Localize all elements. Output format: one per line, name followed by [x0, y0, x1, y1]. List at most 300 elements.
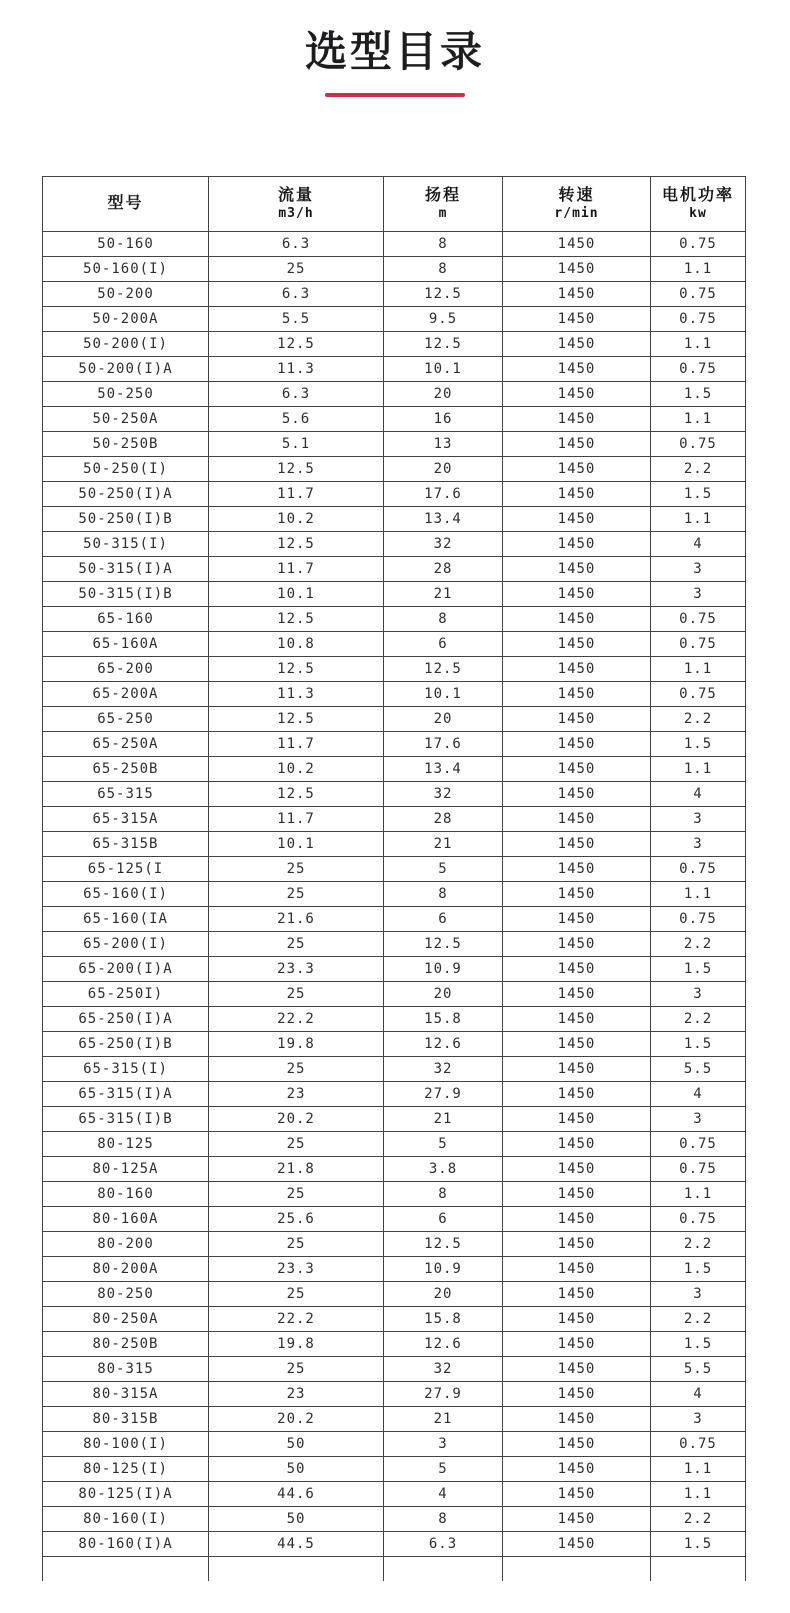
cell-head: 20: [384, 1282, 503, 1307]
table-row: [43, 1407, 746, 1432]
cell-speed: 1450: [503, 232, 651, 257]
cell-flow: 23: [209, 1382, 384, 1407]
cell-model: 65-315B: [43, 832, 209, 857]
cell-model: 50-250(I)B: [43, 507, 209, 532]
cell-speed: 1450: [503, 1482, 651, 1507]
cell-model: 65-315: [43, 782, 209, 807]
cell-model: 65-200(I): [43, 932, 209, 957]
cell-speed: 1450: [503, 1257, 651, 1282]
cell-head: 5: [384, 1132, 503, 1157]
column-label: 扬程: [424, 187, 461, 204]
cell-flow: 10.8: [209, 632, 384, 657]
table-row: [43, 1282, 746, 1307]
cell-power: 2.2: [651, 1232, 746, 1257]
cell-model: 65-250: [43, 707, 209, 732]
column-header-power: [651, 177, 746, 232]
cell-speed: 1450: [503, 1507, 651, 1532]
column-unit: kw: [689, 206, 707, 221]
cell-model: 80-250B: [43, 1332, 209, 1357]
table-row: [43, 757, 746, 782]
header-row: [43, 177, 746, 232]
cell-head: 13.4: [384, 757, 503, 782]
cell-speed: 1450: [503, 582, 651, 607]
table-row: [43, 1207, 746, 1232]
table-row: [43, 257, 746, 282]
cell-model: 80-100(I): [43, 1432, 209, 1457]
cell-head: 12.5: [384, 932, 503, 957]
cell-flow: 25: [209, 1357, 384, 1382]
cell-flow: 10.1: [209, 832, 384, 857]
selection-table-header: [43, 177, 746, 232]
cell-model: 80-200: [43, 1232, 209, 1257]
table-row: [43, 582, 746, 607]
cell-head: 21: [384, 582, 503, 607]
cell-flow: 50: [209, 1432, 384, 1457]
table-row: [43, 1257, 746, 1282]
cell-head: 20: [384, 382, 503, 407]
cell-flow: 19.8: [209, 1032, 384, 1057]
cell-power: 0.75: [651, 857, 746, 882]
cell-empty: [651, 1557, 746, 1582]
table-row: [43, 482, 746, 507]
cell-speed: 1450: [503, 1032, 651, 1057]
cell-power: 3: [651, 557, 746, 582]
cell-power: 0.75: [651, 907, 746, 932]
cell-head: 17.6: [384, 482, 503, 507]
cell-model: 80-250: [43, 1282, 209, 1307]
table-row: [43, 382, 746, 407]
cell-power: 1.5: [651, 382, 746, 407]
cell-model: 65-160(I): [43, 882, 209, 907]
cell-head: 6.3: [384, 1532, 503, 1557]
cell-head: 12.6: [384, 1332, 503, 1357]
column-header-flow: [209, 177, 384, 232]
table-row: [43, 1182, 746, 1207]
cell-speed: 1450: [503, 1432, 651, 1457]
cell-model: 65-200A: [43, 682, 209, 707]
cell-speed: 1450: [503, 782, 651, 807]
cell-model: 50-315(I)B: [43, 582, 209, 607]
cell-power: 1.1: [651, 257, 746, 282]
cell-speed: 1450: [503, 757, 651, 782]
cell-head: 3: [384, 1432, 503, 1457]
cell-power: 4: [651, 1082, 746, 1107]
cell-speed: 1450: [503, 632, 651, 657]
column-unit: r/min: [554, 206, 599, 221]
cell-model: 50-200(I): [43, 332, 209, 357]
cell-power: 0.75: [651, 1157, 746, 1182]
cell-power: 1.5: [651, 1532, 746, 1557]
cell-speed: 1450: [503, 357, 651, 382]
cell-head: 20: [384, 982, 503, 1007]
cell-power: 2.2: [651, 1507, 746, 1532]
cell-model: 80-125A: [43, 1157, 209, 1182]
cell-speed: 1450: [503, 982, 651, 1007]
cell-flow: 10.2: [209, 507, 384, 532]
cell-head: 13.4: [384, 507, 503, 532]
cell-model: 65-315(I): [43, 1057, 209, 1082]
cell-flow: 11.3: [209, 682, 384, 707]
cell-model: 80-125(I): [43, 1457, 209, 1482]
cell-speed: 1450: [503, 1357, 651, 1382]
cell-flow: 21.6: [209, 907, 384, 932]
cell-flow: 50: [209, 1507, 384, 1532]
column-unit: m: [438, 206, 448, 221]
cell-speed: 1450: [503, 882, 651, 907]
cell-speed: 1450: [503, 1457, 651, 1482]
cell-head: 13: [384, 432, 503, 457]
cell-flow: 44.6: [209, 1482, 384, 1507]
column-header-head: [384, 177, 503, 232]
cell-model: 80-160(I): [43, 1507, 209, 1532]
cell-model: 50-200: [43, 282, 209, 307]
cell-head: 21: [384, 1407, 503, 1432]
cell-flow: 20.2: [209, 1407, 384, 1432]
cell-flow: 6.3: [209, 382, 384, 407]
cell-speed: 1450: [503, 1232, 651, 1257]
cell-speed: 1450: [503, 607, 651, 632]
cell-head: 10.9: [384, 1257, 503, 1282]
cell-power: 1.5: [651, 1332, 746, 1357]
cell-model: 80-250A: [43, 1307, 209, 1332]
cell-speed: 1450: [503, 682, 651, 707]
cell-model: 50-250A: [43, 407, 209, 432]
cell-flow: 5.6: [209, 407, 384, 432]
table-row: [43, 782, 746, 807]
cell-flow: 22.2: [209, 1307, 384, 1332]
cell-flow: 25: [209, 1057, 384, 1082]
cell-model: 50-250(I)A: [43, 482, 209, 507]
cell-empty: [384, 1557, 503, 1582]
table-row: [43, 882, 746, 907]
cell-power: 1.1: [651, 332, 746, 357]
cell-flow: 25: [209, 1232, 384, 1257]
cell-head: 17.6: [384, 732, 503, 757]
cell-model: 80-315A: [43, 1382, 209, 1407]
cell-power: 0.75: [651, 432, 746, 457]
table-row: [43, 832, 746, 857]
cell-head: 5: [384, 1457, 503, 1482]
cell-flow: 6.3: [209, 232, 384, 257]
cell-power: 1.1: [651, 407, 746, 432]
table-row: [43, 1332, 746, 1357]
cell-speed: 1450: [503, 432, 651, 457]
table-row: [43, 707, 746, 732]
cell-speed: 1450: [503, 957, 651, 982]
cell-model: 80-315: [43, 1357, 209, 1382]
table-row: [43, 957, 746, 982]
cell-power: 0.75: [651, 607, 746, 632]
cell-model: 50-200(I)A: [43, 357, 209, 382]
table-row: [43, 332, 746, 357]
cell-flow: 12.5: [209, 532, 384, 557]
cell-model: 80-160: [43, 1182, 209, 1207]
cell-speed: 1450: [503, 382, 651, 407]
cell-head: 10.1: [384, 357, 503, 382]
cell-head: 27.9: [384, 1382, 503, 1407]
cell-speed: 1450: [503, 807, 651, 832]
cell-model: 50-160(I): [43, 257, 209, 282]
cell-speed: 1450: [503, 532, 651, 557]
cell-flow: 22.2: [209, 1007, 384, 1032]
cell-model: 65-200: [43, 657, 209, 682]
cell-power: 1.1: [651, 507, 746, 532]
table-row: [43, 1232, 746, 1257]
cell-power: 5.5: [651, 1057, 746, 1082]
cell-speed: 1450: [503, 1132, 651, 1157]
cell-empty: [209, 1557, 384, 1582]
cell-power: 3: [651, 1107, 746, 1132]
cell-model: 65-315A: [43, 807, 209, 832]
cell-power: 0.75: [651, 1132, 746, 1157]
cell-flow: 23.3: [209, 1257, 384, 1282]
cell-empty: [43, 1557, 209, 1582]
cell-power: 0.75: [651, 357, 746, 382]
table-row: [43, 532, 746, 557]
cell-power: 0.75: [651, 632, 746, 657]
cell-power: 1.1: [651, 1482, 746, 1507]
cell-head: 15.8: [384, 1007, 503, 1032]
cell-flow: 44.5: [209, 1532, 384, 1557]
cell-speed: 1450: [503, 557, 651, 582]
cell-flow: 12.5: [209, 332, 384, 357]
cell-flow: 5.5: [209, 307, 384, 332]
cell-speed: 1450: [503, 507, 651, 532]
cell-power: 3: [651, 982, 746, 1007]
page-title: 选型目录: [304, 28, 485, 75]
cell-head: 28: [384, 557, 503, 582]
cell-head: 21: [384, 1107, 503, 1132]
cell-head: 12.5: [384, 657, 503, 682]
cell-model: 80-160A: [43, 1207, 209, 1232]
table-row: [43, 282, 746, 307]
cell-model: 65-250A: [43, 732, 209, 757]
table-row: [43, 1532, 746, 1557]
cell-model: 50-200A: [43, 307, 209, 332]
cell-speed: 1450: [503, 732, 651, 757]
cell-speed: 1450: [503, 1157, 651, 1182]
cell-flow: 25: [209, 1282, 384, 1307]
cell-head: 6: [384, 907, 503, 932]
cell-model: 65-125(I: [43, 857, 209, 882]
cell-head: 28: [384, 807, 503, 832]
cell-speed: 1450: [503, 1307, 651, 1332]
cell-power: 0.75: [651, 282, 746, 307]
cell-power: 1.1: [651, 882, 746, 907]
column-label: 型号: [107, 195, 144, 212]
table-row: [43, 1307, 746, 1332]
cell-head: 16: [384, 407, 503, 432]
cell-flow: 12.5: [209, 607, 384, 632]
cell-flow: 12.5: [209, 707, 384, 732]
cell-head: 8: [384, 882, 503, 907]
cell-head: 12.5: [384, 282, 503, 307]
cell-flow: 12.5: [209, 782, 384, 807]
table-row: [43, 1032, 746, 1057]
cell-power: 1.5: [651, 482, 746, 507]
cell-flow: 25: [209, 882, 384, 907]
cell-speed: 1450: [503, 257, 651, 282]
cell-head: 32: [384, 532, 503, 557]
cell-power: 3: [651, 807, 746, 832]
column-label: 流量: [277, 187, 314, 204]
cell-speed: 1450: [503, 907, 651, 932]
cell-head: 21: [384, 832, 503, 857]
cell-speed: 1450: [503, 1007, 651, 1032]
cell-speed: 1450: [503, 1382, 651, 1407]
cell-head: 8: [384, 232, 503, 257]
table-row: [43, 982, 746, 1007]
cell-flow: 10.2: [209, 757, 384, 782]
cell-head: 6: [384, 632, 503, 657]
cell-power: 4: [651, 782, 746, 807]
cell-speed: 1450: [503, 1182, 651, 1207]
cell-model: 80-125(I)A: [43, 1482, 209, 1507]
table-row: [43, 1057, 746, 1082]
cell-speed: 1450: [503, 1532, 651, 1557]
table-row: [43, 1482, 746, 1507]
cell-head: 12.5: [384, 332, 503, 357]
cell-flow: 12.5: [209, 457, 384, 482]
cell-power: 1.1: [651, 1457, 746, 1482]
cell-head: 3.8: [384, 1157, 503, 1182]
cell-model: 80-315B: [43, 1407, 209, 1432]
table-row: [43, 1107, 746, 1132]
table-row: [43, 632, 746, 657]
cell-flow: 25: [209, 932, 384, 957]
cell-head: 9.5: [384, 307, 503, 332]
table-row: [43, 232, 746, 257]
table-row: [43, 657, 746, 682]
cell-speed: 1450: [503, 857, 651, 882]
table-row: [43, 932, 746, 957]
cell-model: 65-250I): [43, 982, 209, 1007]
cell-model: 65-250(I)A: [43, 1007, 209, 1032]
table-row: [43, 732, 746, 757]
cell-speed: 1450: [503, 282, 651, 307]
cell-head: 27.9: [384, 1082, 503, 1107]
table-row: [43, 407, 746, 432]
cell-model: 65-250(I)B: [43, 1032, 209, 1057]
cell-flow: 50: [209, 1457, 384, 1482]
cell-speed: 1450: [503, 1407, 651, 1432]
cell-power: 4: [651, 1382, 746, 1407]
cell-model: 80-200A: [43, 1257, 209, 1282]
table-row: [43, 1457, 746, 1482]
table-row: [43, 1382, 746, 1407]
cell-head: 32: [384, 1057, 503, 1082]
cell-head: 32: [384, 782, 503, 807]
cell-power: 0.75: [651, 232, 746, 257]
cell-flow: 11.3: [209, 357, 384, 382]
cell-model: 65-250B: [43, 757, 209, 782]
cell-power: 1.5: [651, 957, 746, 982]
cell-power: 3: [651, 1282, 746, 1307]
cell-power: 1.1: [651, 657, 746, 682]
cell-head: 12.6: [384, 1032, 503, 1057]
cell-model: 65-200(I)A: [43, 957, 209, 982]
table-row-partial: [43, 1557, 746, 1582]
cell-flow: 25: [209, 982, 384, 1007]
table-row: [43, 682, 746, 707]
cell-head: 6: [384, 1207, 503, 1232]
cell-flow: 21.8: [209, 1157, 384, 1182]
table-row: [43, 1132, 746, 1157]
cell-power: 0.75: [651, 307, 746, 332]
cell-model: 50-250B: [43, 432, 209, 457]
cell-power: 2.2: [651, 932, 746, 957]
table-row: [43, 607, 746, 632]
cell-flow: 25: [209, 257, 384, 282]
cell-speed: 1450: [503, 1207, 651, 1232]
column-label: 电机功率: [661, 187, 734, 204]
cell-flow: 10.1: [209, 582, 384, 607]
cell-flow: 19.8: [209, 1332, 384, 1357]
cell-model: 65-315(I)B: [43, 1107, 209, 1132]
table-row: [43, 432, 746, 457]
cell-empty: [503, 1557, 651, 1582]
cell-head: 20: [384, 707, 503, 732]
cell-flow: 23.3: [209, 957, 384, 982]
table-row: [43, 1157, 746, 1182]
table-row: [43, 1357, 746, 1382]
cell-speed: 1450: [503, 1057, 651, 1082]
cell-head: 4: [384, 1482, 503, 1507]
cell-model: 65-160A: [43, 632, 209, 657]
table-row: [43, 357, 746, 382]
cell-power: 1.1: [651, 757, 746, 782]
table-row: [43, 557, 746, 582]
cell-flow: 11.7: [209, 557, 384, 582]
cell-head: 8: [384, 257, 503, 282]
cell-model: 65-315(I)A: [43, 1082, 209, 1107]
cell-power: 3: [651, 832, 746, 857]
cell-power: 4: [651, 532, 746, 557]
cell-power: 3: [651, 582, 746, 607]
cell-flow: 23: [209, 1082, 384, 1107]
cell-speed: 1450: [503, 657, 651, 682]
cell-model: 50-315(I): [43, 532, 209, 557]
cell-speed: 1450: [503, 307, 651, 332]
table-row: [43, 807, 746, 832]
cell-flow: 6.3: [209, 282, 384, 307]
cell-speed: 1450: [503, 457, 651, 482]
cell-flow: 11.7: [209, 807, 384, 832]
cell-speed: 1450: [503, 482, 651, 507]
cell-model: 65-160: [43, 607, 209, 632]
column-unit: m3/h: [278, 206, 314, 221]
cell-flow: 11.7: [209, 482, 384, 507]
selection-table: [42, 176, 746, 1581]
cell-power: 2.2: [651, 457, 746, 482]
table-row: [43, 507, 746, 532]
cell-head: 32: [384, 1357, 503, 1382]
table-row: [43, 307, 746, 332]
cell-speed: 1450: [503, 1282, 651, 1307]
cell-speed: 1450: [503, 407, 651, 432]
cell-flow: 20.2: [209, 1107, 384, 1132]
cell-power: 2.2: [651, 707, 746, 732]
cell-model: 80-125: [43, 1132, 209, 1157]
cell-flow: 25.6: [209, 1207, 384, 1232]
table-row: [43, 1082, 746, 1107]
cell-model: 50-250(I): [43, 457, 209, 482]
cell-power: 5.5: [651, 1357, 746, 1382]
cell-flow: 25: [209, 1182, 384, 1207]
cell-power: 2.2: [651, 1007, 746, 1032]
cell-head: 10.9: [384, 957, 503, 982]
table-row: [43, 457, 746, 482]
